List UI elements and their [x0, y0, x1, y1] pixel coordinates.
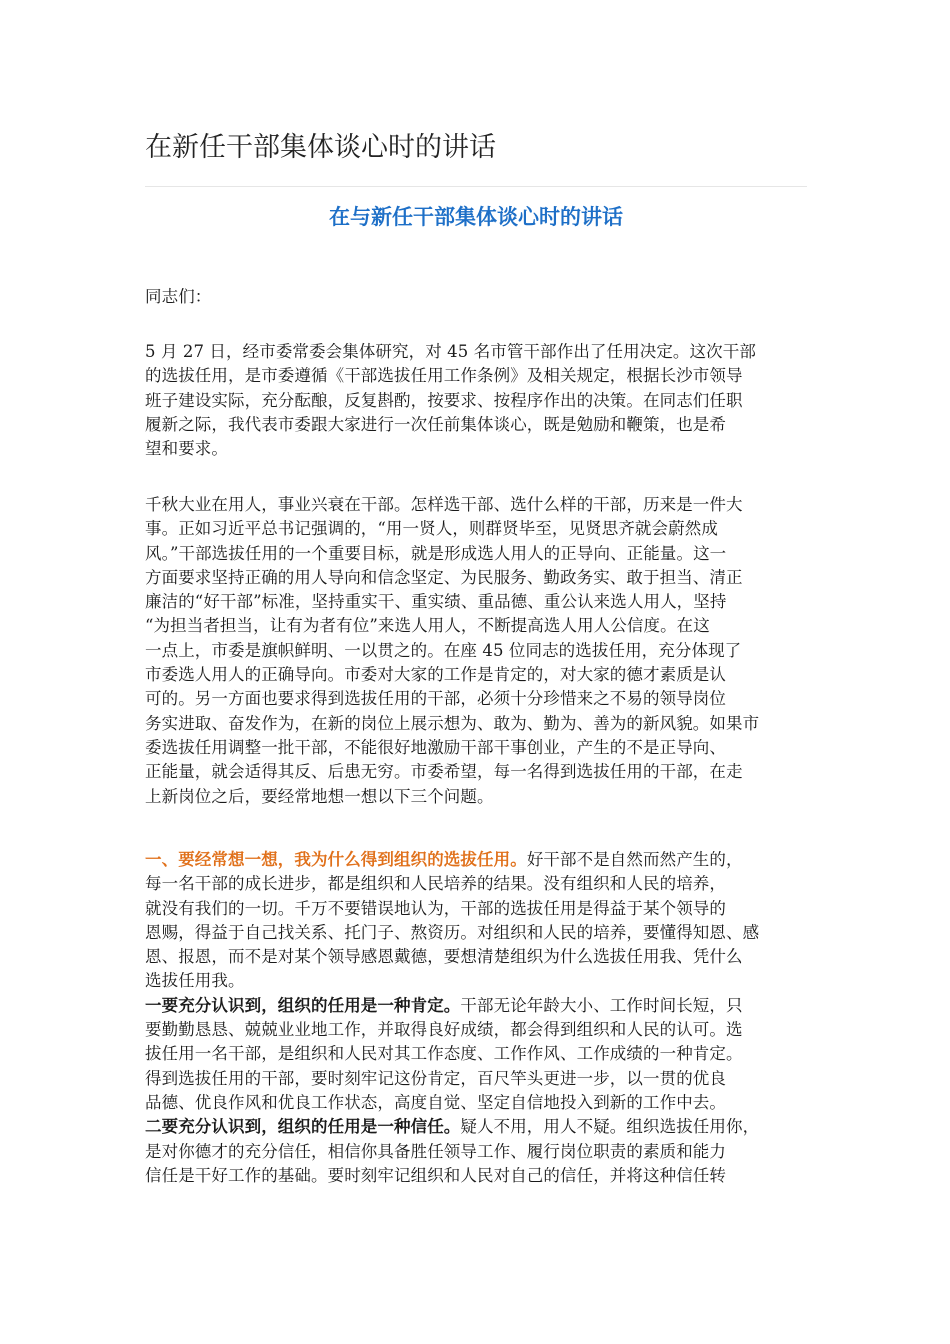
section-1 [145, 848, 813, 1188]
point-1-line: 得到选拔任用的干部，要时刻牢记这份肯定，百尺竿头更进一步，以一贯的优良 [145, 1068, 726, 1088]
paragraph-line: 履新之际，我代表市委跟大家进行一次任前集体谈心，既是勉励和鞭策，也是希 [145, 414, 726, 434]
paragraph-line: 正能量，就会适得其反、后患无穷。市委希望，每一名得到选拔任用的干部，在走 [145, 762, 743, 782]
paragraph-line: 市委选人用人的正确导向。市委对大家的工作是肯定的，对大家的德才素质是认 [145, 665, 726, 685]
paragraph-line: 委选拔任用调整一批干部，不能很好地激励干部干事创业，产生的不是正导向、 [145, 737, 726, 757]
section-line: 每一名干部的成长进步，都是组织和人民培养的结果。没有组织和人民的培养， [145, 874, 726, 894]
paragraph-line: 方面要求坚持正确的用人导向和信念坚定、为民服务、勤政务实、敢于担当、清正 [145, 567, 743, 587]
paragraph-line: 务实进取、奋发作为，在新的岗位上展示想为、敢为、勤为、善为的新风貌。如果市 [145, 713, 760, 733]
paragraph-1 [145, 340, 813, 461]
paragraph-line: 望和要求。 [145, 439, 228, 459]
point-2-line: 是对你德才的充分信任，相信你具备胜任领导工作、履行岗位职责的素质和能力 [145, 1141, 726, 1161]
point-2-heading: 二要充分认识到，组织的任用是一种信任。 [145, 1117, 461, 1137]
paragraph-line: 班子建设实际，充分酝酿，反复斟酌，按要求、按程序作出的决策。在同志们任职 [145, 390, 743, 410]
point-1-line: 拔任用一名干部，是组织和人民对其工作态度、工作作风、工作成绩的一种肯定。 [145, 1044, 743, 1064]
speech-subtitle: 在与新任干部集体谈心时的讲话 [329, 205, 623, 229]
point-1-line: 要勤勤恳恳、兢兢业业地工作，并取得良好成绩，都会得到组织和人民的认可。选 [145, 1020, 743, 1040]
point-1-text: 干部无论年龄大小、工作时间长短，只 [460, 995, 743, 1015]
title-divider [145, 186, 807, 187]
paragraph-line: 5 月 27 日，经市委常委会集体研究，对 45 名市管干部作出了任用决定。这次干部 [145, 342, 756, 361]
section-first-line [145, 848, 813, 872]
point-2-first-line [145, 1115, 813, 1139]
section-line: 选拔任用我。 [145, 971, 245, 991]
paragraph-line: 廉洁的“好干部”标准，坚持重实干、重实绩、重品德、重公认来选人用人，坚持 [145, 592, 727, 612]
paragraph-line: 可的。另一方面也要求得到选拔任用的干部，必须十分珍惜来之不易的领导岗位 [145, 689, 726, 709]
paragraph-line: 的选拔任用，是市委遵循《干部选拔任用工作条例》及相关规定，根据长沙市领导 [145, 366, 743, 386]
paragraph-2 [145, 493, 813, 809]
point-1-heading: 一要充分认识到，组织的任用是一种肯定。 [145, 995, 461, 1015]
paragraph-line: 风。”干部选拔任用的一个重要目标，就是形成选人用人的正导向、正能量。这一 [145, 543, 727, 563]
point-2-line: 信任是干好工作的基础。要时刻牢记组织和人民对自己的信任，并将这种信任转 [145, 1165, 726, 1185]
section-line: 就没有我们的一切。千万不要错误地认为，干部的选拔任用是得益于某个领导的 [145, 898, 726, 918]
paragraph-line: 事。正如习近平总书记强调的，“用一贤人，则群贤毕至，见贤思齐就会蔚然成 [145, 519, 718, 539]
section-heading: 一、要经常想一想，我为什么得到组织的选拔任用。 [145, 850, 527, 869]
greeting-text: 同志们： [145, 287, 212, 306]
paragraph-line: 一点上，市委是旗帜鲜明、一以贯之的。在座 45 位同志的选拔任用，充分体现了 [145, 640, 742, 660]
paragraph-line: 上新岗位之后，要经常地想一想以下三个问题。 [145, 786, 494, 806]
section-text: 好干部不是自然而然产生的， [526, 850, 743, 869]
point-2-text: 疑人不用，用人不疑。组织选拔任用你， [460, 1117, 760, 1137]
paragraph-line: 千秋大业在用人，事业兴衰在干部。怎样选干部、选什么样的干部，历来是一件大 [145, 495, 743, 514]
point-1-first-line [145, 994, 813, 1018]
paragraph-line: “为担当者担当，让有为者有位”来选人用人，不断提高选人用人公信度。在这 [145, 616, 710, 636]
document-title: 在新任干部集体谈心时的讲话 [145, 132, 496, 163]
point-1-line: 品德、优良作风和优良工作状态，高度自觉、坚定自信地投入到新的工作中去。 [145, 1092, 726, 1112]
section-line: 恩、报恩，而不是对某个领导感恩戴德，要想清楚组织为什么选拔任用我、凭什么 [145, 947, 743, 967]
section-line: 恩赐，得益于自己找关系、托门子、熬资历。对组织和人民的培养，要懂得知恩、感 [145, 922, 760, 942]
greeting [145, 285, 813, 309]
